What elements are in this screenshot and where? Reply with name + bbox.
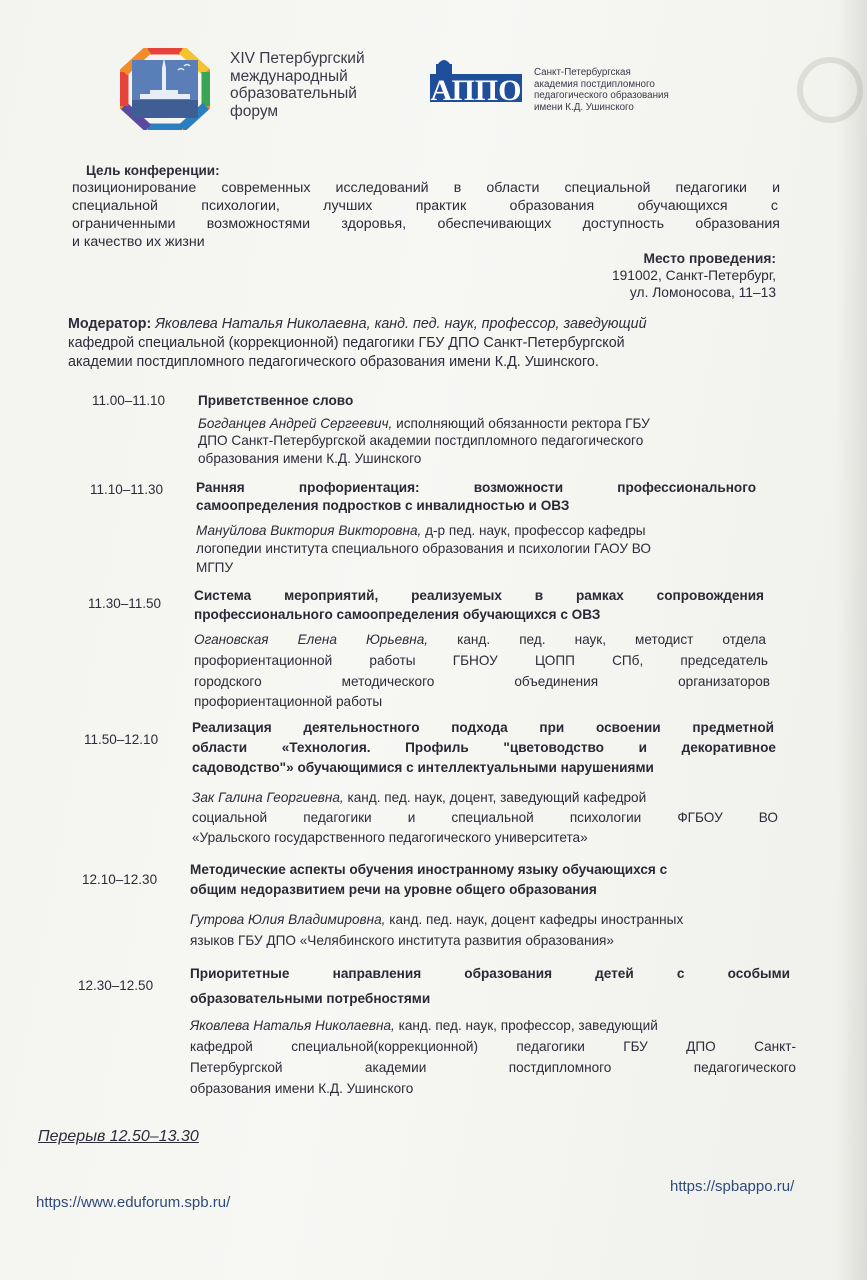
venue-block: [560, 250, 776, 301]
moderator-line: [68, 316, 647, 332]
speaker-line: социальной педагогики и специальной психологии ФГБОУ ВО: [192, 810, 778, 825]
speaker-line: образования имени К.Д. Ушинского: [198, 451, 422, 466]
session-title: Реализация деятельностного подхода при освоении предметной: [192, 720, 774, 735]
session-title: области «Технология. Профиль "цветоводство и декоративное: [192, 740, 776, 755]
session-title: Система мероприятий, реализуемых в рамках сопровождения: [194, 588, 764, 603]
speaker-line: [198, 416, 650, 431]
speaker-line: кафедрой специальной(коррекционной) педагогики ГБУ ДПО Санкт-: [190, 1039, 796, 1054]
forum-logo-icon: [120, 48, 210, 130]
session-time: 11.00–11.10: [92, 393, 166, 408]
speaker-line: профориентационной работы: [194, 694, 383, 709]
academy-name: [534, 67, 734, 113]
goal-text-line: специальной психологии, лучших практик образования обучающихся с: [72, 198, 778, 214]
speaker-line: [192, 790, 646, 805]
academy-name-line: педагогического образования: [534, 90, 669, 101]
forum-title: [230, 50, 400, 120]
appo-logo-text: АППО: [430, 74, 522, 106]
spbappo-link[interactable]: https://spbappo.ru/: [670, 1178, 795, 1195]
speaker-name: Богданцев Андрей Сергеевич,: [198, 416, 393, 431]
academy-name-line: имени К.Д. Ушинского: [534, 101, 634, 113]
session-title: образовательными потребностями: [190, 991, 431, 1006]
session-time: 11.30–11.50: [88, 596, 162, 611]
speaker-position: канд. пед. наук, доцент кафедры иностранных: [385, 912, 684, 927]
forum-title-line: XIV Петербургский: [230, 50, 365, 67]
speaker-position: д-р пед. наук, профессор кафедры: [421, 523, 646, 538]
session-time: 11.50–12.10: [84, 732, 159, 747]
break-notice: Перерыв 12.50–13.30: [38, 1128, 199, 1145]
forum-title-line: международный: [230, 67, 348, 85]
speaker-position: канд. пед. наук, методист отдела: [428, 632, 766, 647]
speaker-line: образования имени К.Д. Ушинского: [190, 1081, 414, 1096]
forum-title-line: форум: [230, 102, 279, 120]
speaker-name: Мануйлова Виктория Викторовна,: [196, 523, 422, 538]
speaker-line: Петербургской академии постдипломного педагогического: [190, 1060, 796, 1075]
session-time: 12.10–12.30: [82, 872, 158, 887]
page-edge-shadow: [837, 0, 867, 1280]
speaker-line: логопедии института специального образования и психологии ГАОУ ВО: [196, 541, 651, 556]
venue-address-line: 191002, Санкт-Петербург,: [611, 268, 776, 283]
venue-address-line: ул. Ломоносова, 11–13: [629, 285, 776, 300]
eduforum-link[interactable]: https://www.eduforum.spb.ru/: [36, 1194, 231, 1211]
goal-heading: Цель конференции:: [86, 163, 220, 178]
moderator-line: кафедрой специальной (коррекционной) педагогики ГБУ ДПО Санкт-Петербургской: [68, 335, 625, 351]
speaker-line: «Уральского государственного педагогического университета»: [192, 830, 588, 845]
session-title: профессионального самоопределения обучающихся с ОВЗ: [194, 607, 601, 622]
speaker-line: [194, 632, 766, 647]
speaker-line: городского методического объединения организаторов: [194, 674, 770, 689]
session-title: Приветственное слово: [198, 393, 354, 408]
speaker-name: Зак Галина Георгиевна,: [192, 790, 344, 805]
moderator-line: академии постдипломного педагогического образования имени К.Д. Ушинского.: [68, 354, 599, 370]
speaker-position: канд. пед. наук, доцент, заведующий кафедрой: [343, 790, 647, 805]
speaker-line: языков ГБУ ДПО «Челябинского института развития образования»: [190, 933, 614, 948]
session-title: самоопределения подростков с инвалидностью и ОВЗ: [196, 498, 570, 513]
speaker-position: исполняющий обязанности ректора ГБУ: [392, 416, 650, 431]
session-title: Приоритетные направления образования детей с особыми: [190, 966, 790, 981]
venue-label: Место проведения:: [643, 251, 776, 266]
appo-logo-icon: [426, 58, 526, 106]
academy-name-line: Санкт-Петербургская: [534, 67, 631, 78]
forum-title-line: образовательный: [230, 85, 357, 102]
moderator-label: Модератор:: [68, 316, 152, 332]
goal-text-line: ограниченными возможностями здоровья, обеспечивающих доступность образования: [72, 216, 780, 232]
speaker-line: ДПО Санкт-Петербургской академии постдипломного педагогического: [198, 433, 644, 448]
academy-name-line: академия постдипломного: [534, 78, 655, 90]
goal-text-line: позиционирование современных исследований в области специальной педагогики и: [72, 180, 780, 196]
session-time: 11.10–11.30: [90, 482, 164, 497]
speaker-name: Яковлева Наталья Николаевна,: [190, 1018, 395, 1033]
session-title: общим недоразвитием речи на уровне общего образования: [190, 882, 597, 897]
session-title: Ранняя профориентация: возможности профессионального: [196, 480, 756, 495]
speaker-position: канд. пед. наук, профессор, заведующий: [394, 1018, 658, 1033]
session-title: Методические аспекты обучения иностранному языку обучающихся с: [190, 862, 668, 877]
speaker-line: [196, 523, 646, 538]
goal-text-line: и качество их жизни: [72, 234, 205, 250]
speaker-line: МГПУ: [196, 560, 234, 575]
speaker-line: профориентационной работы ГБНОУ ЦОПП СПб, председатель: [194, 653, 768, 668]
speaker-name: Огановская Елена Юрьевна,: [194, 632, 429, 647]
speaker-line: [190, 912, 683, 927]
session-title: садоводство"» обучающимися с интеллектуальными нарушениями: [192, 760, 654, 775]
speaker-name: Гутрова Юлия Владимировна,: [190, 912, 386, 927]
moderator-name: Яковлева Наталья Николаевна, канд. пед. наук, профессор, заведующий: [151, 316, 647, 332]
session-time: 12.30–12.50: [78, 978, 154, 993]
speaker-line: [190, 1018, 658, 1033]
